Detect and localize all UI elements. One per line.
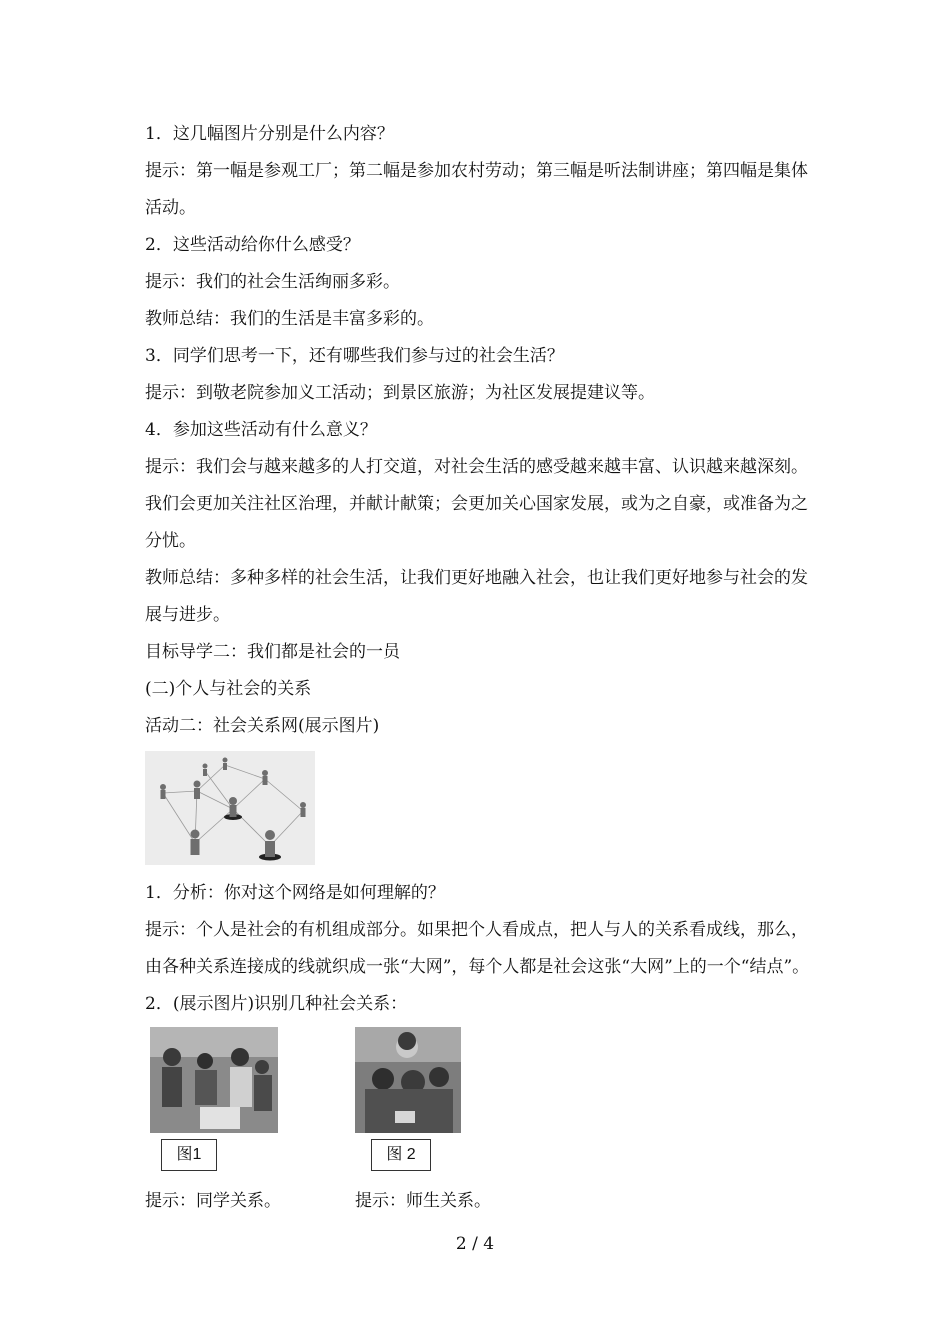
social-network-image <box>145 751 315 865</box>
document-body <box>145 116 810 1223</box>
figure-hints <box>145 1183 810 1223</box>
figure-1-photo <box>150 1027 278 1133</box>
page-number: 2 / 4 <box>455 1234 495 1254</box>
paragraph: 教师总结：我们的生活是丰富多彩的。 <box>145 309 434 329</box>
figure-row <box>145 1027 810 1177</box>
figure-2-photo <box>355 1027 461 1133</box>
paragraph: 2．这些活动给你什么感受？ <box>145 235 360 255</box>
paragraph: 提示：到敬老院参加义工活动；到景区旅游；为社区发展提建议等。 <box>145 383 655 403</box>
paragraph: 3．同学们思考一下，还有哪些我们参与过的社会生活？ <box>145 346 564 366</box>
paragraph: 活动二：社会关系网(展示图片) <box>145 716 380 736</box>
figure-2-caption: 图 2 <box>371 1139 431 1171</box>
paragraph: 提示：我们会与越来越多的人打交道，对社会生活的感受越来越丰富、认识越来越深刻。我们会更加关注社区治理，并献计献策；会更加关心国家发展，或为之自豪，或准备为之分忧。 <box>145 457 808 551</box>
paragraph: 提示：第一幅是参观工厂；第二幅是参加农村劳动；第三幅是听法制讲座；第四幅是集体活动。 <box>145 161 808 218</box>
paragraph: 目标导学二：我们都是社会的一员 <box>145 642 400 662</box>
figure-1-caption: 图1 <box>161 1139 217 1171</box>
paragraph: 提示：个人是社会的有机组成部分。如果把个人看成点，把人与人的关系看成线，那么，由各种关系连接成的线就织成一张“大网”，每个人都是社会这张“大网”上的一个“结点”。 <box>145 920 810 977</box>
paragraph: 1．分析：你对这个网络是如何理解的？ <box>145 883 445 903</box>
paragraph: 2．(展示图片)识别几种社会关系： <box>145 994 408 1014</box>
paragraph: 4．参加这些活动有什么意义？ <box>145 420 377 440</box>
paragraph: (二)个人与社会的关系 <box>145 679 312 699</box>
figure-2-hint: 提示：师生关系。 <box>355 1191 491 1211</box>
paragraph: 教师总结：多种多样的社会生活，让我们更好地融入社会，也让我们更好地参与社会的发展与进步。 <box>145 568 808 625</box>
paragraph: 提示：我们的社会生活绚丽多彩。 <box>145 272 400 292</box>
paragraph: 1．这几幅图片分别是什么内容？ <box>145 124 394 144</box>
figure-1-hint: 提示：同学关系。 <box>145 1191 281 1211</box>
